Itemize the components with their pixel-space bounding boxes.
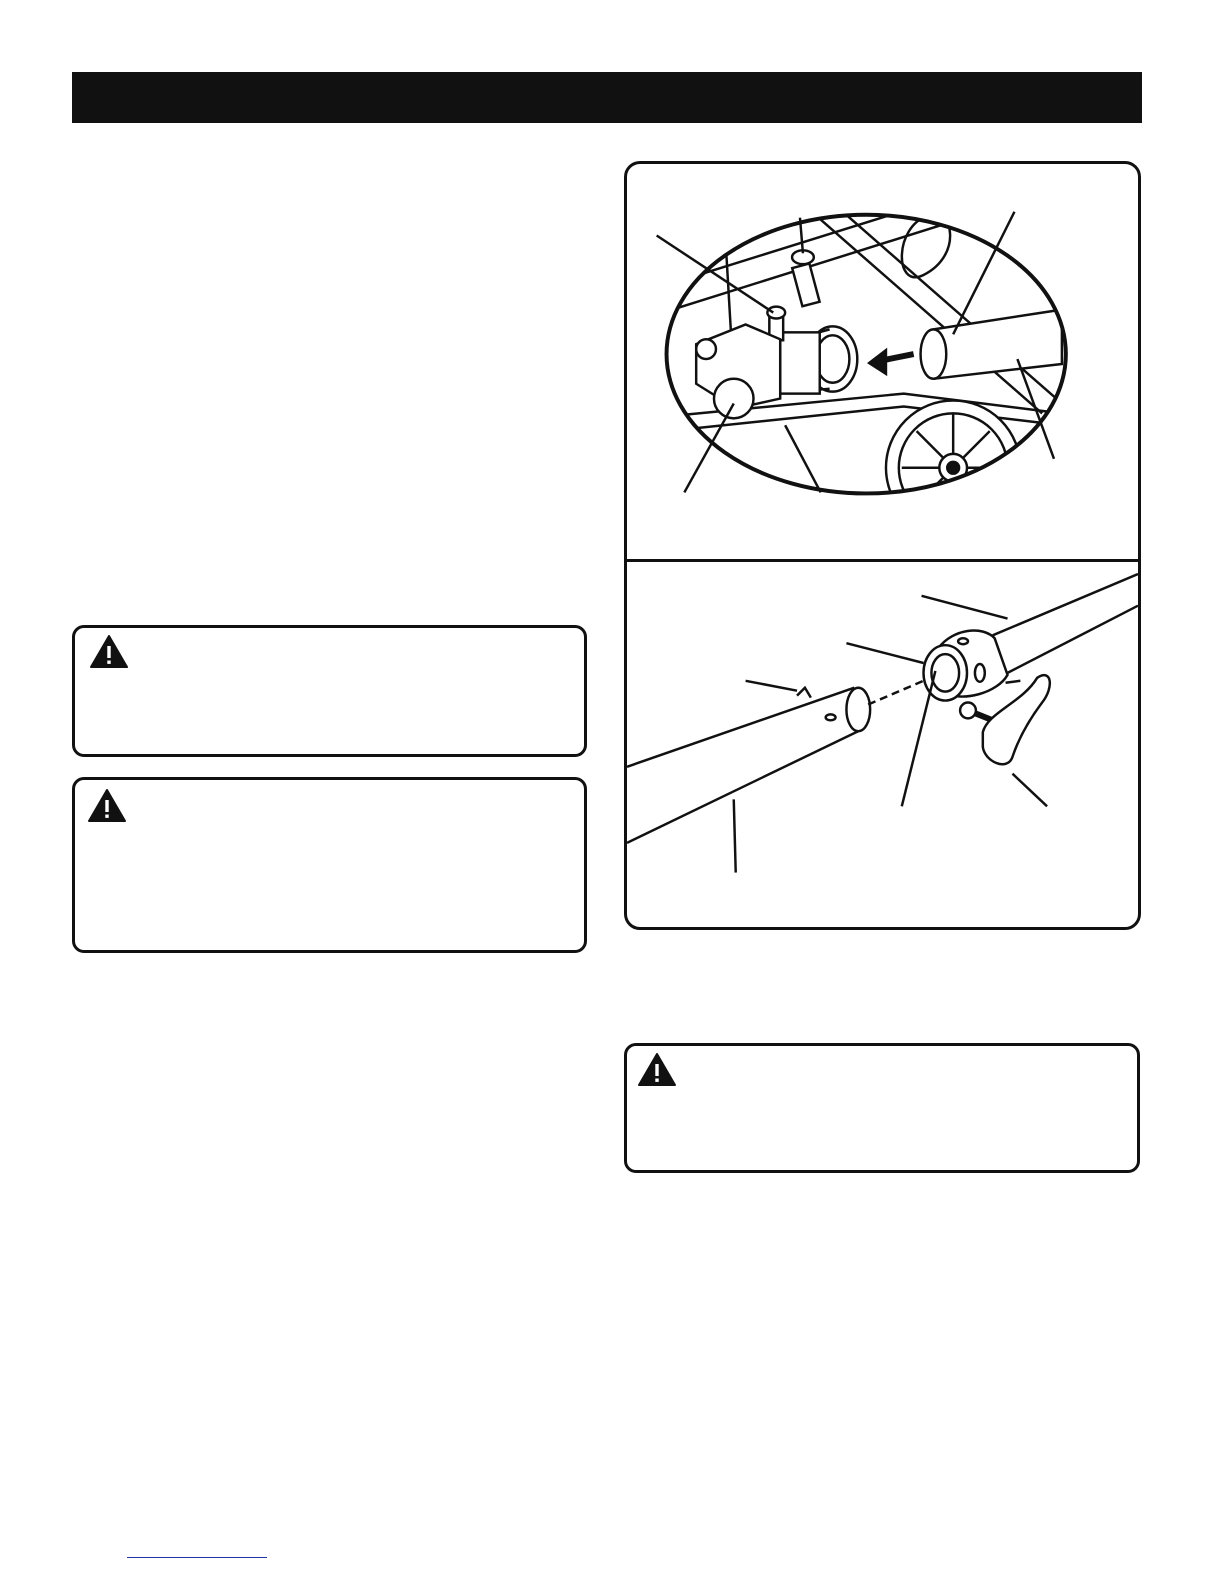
footer-link-underline[interactable]	[127, 1557, 267, 1558]
warning-triangle-icon	[87, 788, 127, 824]
warning-triangle-icon	[637, 1052, 677, 1088]
warning-box-3	[624, 1043, 1140, 1173]
warning-box-2	[72, 777, 587, 953]
figure-top-panel	[627, 164, 1138, 559]
warning-triangle-icon	[89, 634, 129, 670]
assembly-figure	[624, 161, 1141, 930]
section-header-bar	[72, 72, 1142, 123]
warning-box-1	[72, 625, 587, 757]
figure-bottom-panel	[627, 562, 1138, 930]
